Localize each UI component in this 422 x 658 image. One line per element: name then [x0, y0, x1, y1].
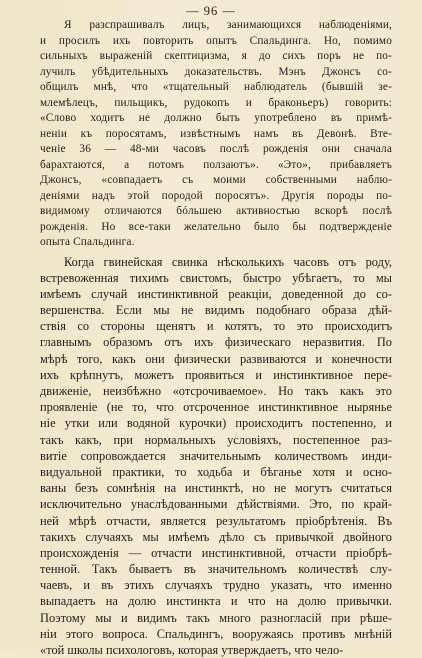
text-line: ствія со стороны щенятъ и котятъ, то это происходитъ: [40, 318, 392, 334]
text-line: неніи къ поросятамъ, извѣстнымъ намъ въ Девонѣ. Вте-: [40, 127, 392, 143]
text-line: ченіе 36 — 48-ми часовъ послѣ рожденія они сначала: [40, 142, 392, 158]
text-line: выпадаетъ на долю инстинкта и что на долю привычки.: [40, 593, 392, 609]
text-line: тенной. Такъ бываетъ въ значительномъ количествѣ слу-: [40, 561, 392, 577]
text-line: видимому отличаются бóльшею активностью вскорѣ послѣ: [40, 204, 392, 220]
text-line: мѣрѣ того, какъ они физически развиваются и конечности: [40, 351, 392, 367]
paragraph-2: [40, 254, 392, 658]
text-line: главнымъ образомъ отъ ихъ физическаго неразвития. По: [40, 334, 392, 350]
text-line: чаевъ, и въ этихъ случаяхъ трудно указать, что именно: [40, 577, 392, 593]
text-line: деніями надъ этой породой поросятъ». Другія породы по-: [40, 189, 392, 205]
text-line: Когда гвинейская свинка нѣсколькихъ часовъ отъ роду,: [40, 254, 392, 270]
text-line: Я разспрашивалъ лицъ, занимающихся наблюденіями,: [40, 18, 392, 34]
text-line: Поэтому мы и видимъ такъ много разногласій при рѣше-: [40, 610, 392, 626]
text-line: видуальной практики, то ходьба и бѣганье хотя и осно-: [40, 464, 392, 480]
text-line: витіе сопровождается значительнымъ количествомъ инди-: [40, 448, 392, 464]
text-line: имѣемъ случай инстинктивной реакціи, доведенной до со-: [40, 286, 392, 302]
text-line: встревоженная тихимъ свистомъ, быстро убѣгаетъ, то мы: [40, 270, 392, 286]
text-line: ніе утки или водяной курочки) происходитъ постепенно, и: [40, 415, 392, 431]
text-line: такъ какъ, при нормальныхъ условіяхъ, постепенное раз-: [40, 432, 392, 448]
text-line: опыта Спальдинга.: [40, 235, 392, 251]
text-line: вершенства. Если мы не видимъ подобнаго образа дѣй-: [40, 302, 392, 318]
text-line: движеніе, неизбѣжно «отсрочиваемое». Но такъ какъ это: [40, 383, 392, 399]
text-line: исключительно унаслѣдованными дѣйствіями. Это, по край-: [40, 496, 392, 512]
text-line: «той школы психологовъ, которая утверждаетъ, что чело-: [40, 642, 392, 658]
text-line: ваны безъ сомнѣнія на инстинктѣ, но не могутъ считаться: [40, 480, 392, 496]
text-line: ней мѣрѣ отчасти, является результатомъ пріобрѣтенія. Въ: [40, 513, 392, 529]
text-line: ніи этого вопроса. Спальдингъ, вооружаясь противъ мнѣній: [40, 626, 392, 642]
text-line: млемѣлецъ, пильщикъ, рудокопъ и браконьеръ) говорить:: [40, 96, 392, 112]
text-line: лучилъ убѣдительныхъ доказательствъ. Мэнъ Джонсъ со-: [40, 65, 392, 81]
text-line: проявленіе (не то, что отсроченное инстинктивное нырянье: [40, 399, 392, 415]
text-line: такихъ случаяхъ мы имѣемъ дѣло съ привычкой двойного: [40, 529, 392, 545]
paragraph-1: [40, 18, 392, 251]
text-line: происхожденія — отчасти инстинктивной, отчасти пріобрѣ-: [40, 545, 392, 561]
body-text: [40, 18, 392, 658]
text-line: и просилъ ихъ повторить опытъ Спальдинга. Но, помимо: [40, 34, 392, 50]
text-line: барахтаются, а потомъ ползаютъ». «Это», прибавляетъ: [40, 158, 392, 174]
text-line: ихъ крѣпнутъ, можетъ проявиться и инстинктивное пере-: [40, 367, 392, 383]
text-line: сильныхъ выраженій скептицизма, я до сихъ поръ не по-: [40, 49, 392, 65]
page-number: — 96 —: [0, 3, 422, 19]
text-line: Джонсъ, «совпадаетъ съ моими собственными наблю-: [40, 173, 392, 189]
text-line: рожденія. Но все-таки желательно было бы подтвержденіе: [40, 220, 392, 236]
text-line: общилъ мнѣ, что «тщательный наблюдатель (бывшій зе-: [40, 80, 392, 96]
text-line: «Слово ходитъ не должно быть употреблено въ примѣ-: [40, 111, 392, 127]
